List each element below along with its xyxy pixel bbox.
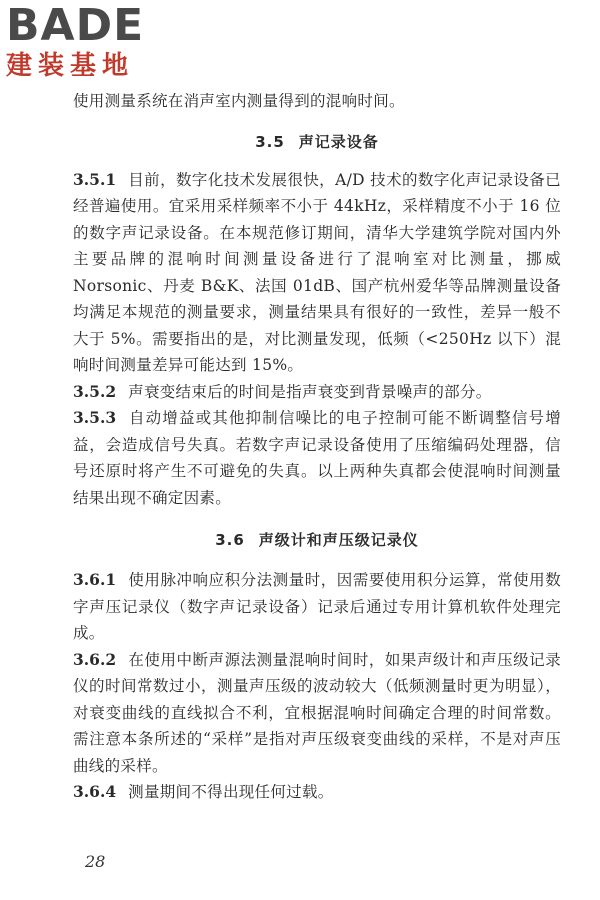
section-heading-3-5 [73, 129, 561, 155]
section-heading-3-6 [73, 527, 561, 553]
logo-wordmark: BADE [6, 0, 145, 51]
clause-text: 使用脉冲响应积分法测量时，因需要使用积分运算，常使用数字声压记录仪（数字声记录设备）记录后通过专用计算机软件处理完成。 [73, 571, 561, 642]
clause-3-5-1 [73, 167, 561, 379]
clause-text: 目前，数字化技术发展很快，A/D 技术的数字化声记录设备已经普遍使用。宜采用采样频率不小于 44kHz，采样精度不小于 16 位的数字声记录设备。在本规范修订期间，清华大学建筑学院对国内外主要品牌的混响时间测量设备进行了混响室对比测量，挪威 Norsonic、丹麦 B&K、法国 01dB、国产杭州爱华等品牌测量设备均满足本规范的测量要求，测量结果具有很好的一致性，差异一般不大于 5%。需要指出的是，对比测量发现，低频（<250Hz 以下）混响时间测量差异可能达到 15%。 [73, 170, 561, 374]
logo-subtitle: 建装基地 [6, 51, 135, 81]
section-number: 3.6 [215, 531, 245, 549]
intro-line: 使用测量系统在消声室内测量得到的混响时间。 [73, 92, 405, 110]
clause-text: 自动增益或其他抑制信噪比的电子控制可能不断调整信号增益，会造成信号失真。若数字声记录设备使用了压缩编码处理器，信号还原时将产生不可避免的失真。以上两种失真都会使混响时间测量结果出现不确定因素。 [73, 409, 561, 507]
clause-number: 3.6.4 [73, 782, 117, 801]
clause-number: 3.6.1 [73, 570, 117, 589]
section-title: 声级计和声压级记录仪 [258, 531, 419, 549]
page-content [73, 88, 561, 806]
clause-text: 测量期间不得出现任何过载。 [128, 783, 334, 801]
page-number: 28 [85, 852, 106, 871]
logo [6, 0, 176, 82]
clause-3-6-4 [73, 779, 561, 806]
clause-number: 3.5.3 [73, 408, 117, 427]
clause-number: 3.6.2 [73, 649, 117, 669]
clause-3-5-2 [73, 379, 561, 406]
clause-3-6-1 [73, 567, 561, 647]
clause-text: 在使用中断声源法测量混响时间时，如果声级计和声压级记录仪的时间常数过小，测量声压级的波动较大（低频测量时更为明显），对衰变曲线的直线拟合不利，宜根据混响时间确定合理的时间常数。需注意本条所述的“采样”是指对声压级衰变曲线的采样，不是对声压曲线的采样。 [73, 650, 561, 775]
clause-text: 声衰变结束后的时间是指声衰变到背景噪声的部分。 [128, 382, 492, 401]
section-number: 3.5 [255, 132, 285, 151]
clause-3-6-2 [73, 647, 561, 780]
clause-number: 3.5.1 [73, 169, 117, 189]
clause-number: 3.5.2 [73, 381, 117, 401]
section-title: 声记录设备 [298, 132, 379, 151]
clause-3-5-3 [73, 405, 561, 511]
